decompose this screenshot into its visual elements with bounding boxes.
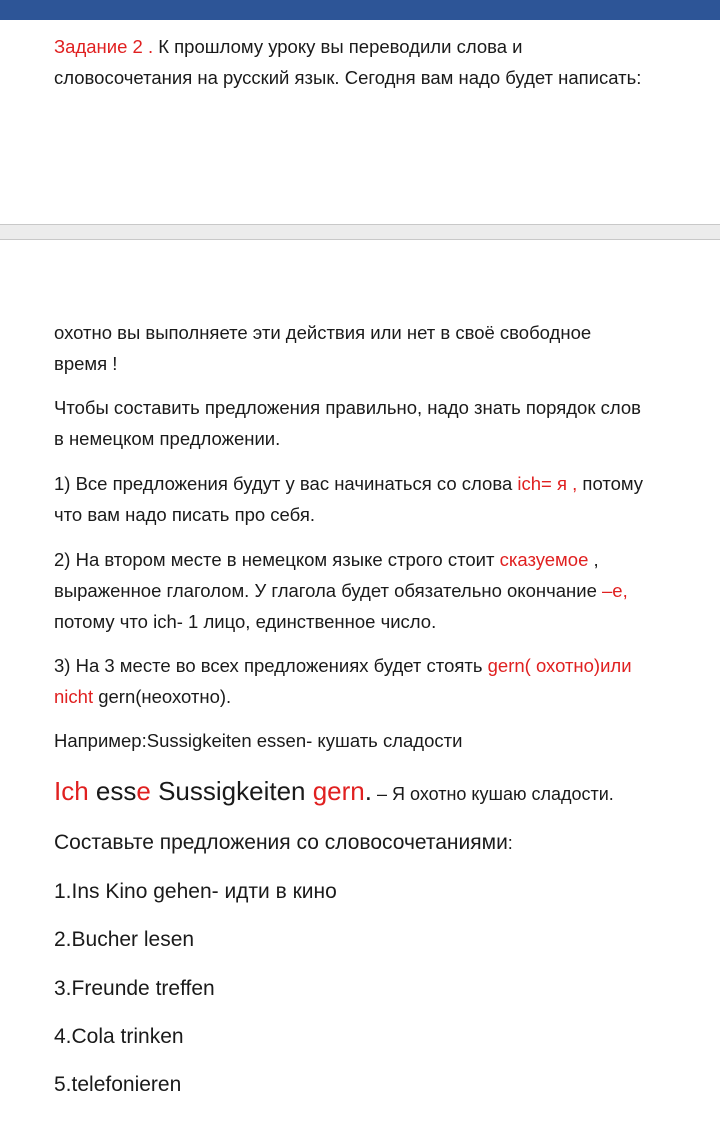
- rule-2-line-3: потому что ich- 1 лицо, единственное число.: [54, 611, 437, 632]
- rule-2-line-2: [54, 575, 704, 606]
- assignment-item: 4.Cola trinken: [54, 1025, 184, 1048]
- example-word-ess: ess: [88, 776, 137, 806]
- task-label: Задание 2 .: [54, 36, 154, 57]
- rule-2-text: 2) На втором месте в немецком языке строго стоит: [54, 549, 500, 570]
- assignment-colon: :: [507, 833, 513, 853]
- example-period: .: [364, 776, 372, 806]
- assignment-title: [54, 827, 704, 859]
- rule-3-text: 3) На 3 месте во всех предложениях будет стоять: [54, 655, 488, 676]
- rule-1-line-1: [54, 468, 704, 499]
- assignment-item: 5.telefonieren: [54, 1073, 182, 1096]
- intro-line-2: время !: [54, 353, 118, 374]
- assignment-item: 1.Ins Kino gehen- идти в кино: [54, 880, 337, 903]
- rule-2-line-1: [54, 544, 704, 575]
- rule-1-line-2: что вам надо писать про себя.: [54, 504, 315, 525]
- intro-line-1: охотно вы выполняете эти действия или нет в своё свободное: [54, 322, 592, 343]
- rule-3-highlight-1: gern( охотно)или: [487, 655, 632, 676]
- rule-2-ending-highlight: –е,: [602, 580, 628, 601]
- example-translation: – Я охотно кушаю сладости.: [372, 784, 614, 804]
- task-text-1: К прошлому уроку вы переводили слова и: [153, 36, 523, 57]
- rule-1-highlight: ich= я ,: [517, 473, 578, 494]
- rule-intro-line-1: Чтобы составить предложения правильно, надо знать порядок слов: [54, 397, 641, 418]
- task-line-2: словосочетания на русский язык. Сегодня вам надо будет написать:: [54, 67, 642, 88]
- rule-intro-line-2: в немецком предложении.: [54, 428, 281, 449]
- rule-2-post: ,: [588, 549, 599, 570]
- rule-2-highlight: сказуемое: [499, 549, 589, 570]
- rule-2-text-2: выраженное глаголом. У глагола будет обязательно окончание: [54, 580, 603, 601]
- header-bar: [0, 0, 720, 20]
- assignment-item: 2.Bucher lesen: [54, 928, 195, 951]
- rule-3-line-1: [54, 650, 704, 681]
- rule-1-post: потому: [577, 473, 644, 494]
- page-separator: [0, 224, 720, 240]
- rule-3-post: gern(неохотно).: [93, 686, 232, 707]
- rule-1-text: 1) Все предложения будут у вас начинаться со слова: [54, 473, 518, 494]
- rule-3-highlight-2: nicht: [54, 686, 94, 707]
- example-word-ending: e: [136, 776, 151, 806]
- document-page-2: [0, 240, 720, 1124]
- assignment-title-text: Составьте предложения со словосочетаниями: [54, 831, 508, 854]
- rule-3-line-2: [54, 681, 704, 712]
- example-word-sussigkeiten: Sussigkeiten: [150, 776, 313, 806]
- task-line-1: [54, 31, 704, 62]
- example-word-ich: Ich: [54, 776, 89, 806]
- example-intro: Например:Sussigkeiten essen- кушать сладости: [54, 730, 463, 751]
- example-sentence: [54, 774, 704, 810]
- document-page-1: [0, 20, 720, 224]
- example-word-gern: gern: [312, 776, 365, 806]
- assignment-item: 3.Freunde treffen: [54, 977, 215, 1000]
